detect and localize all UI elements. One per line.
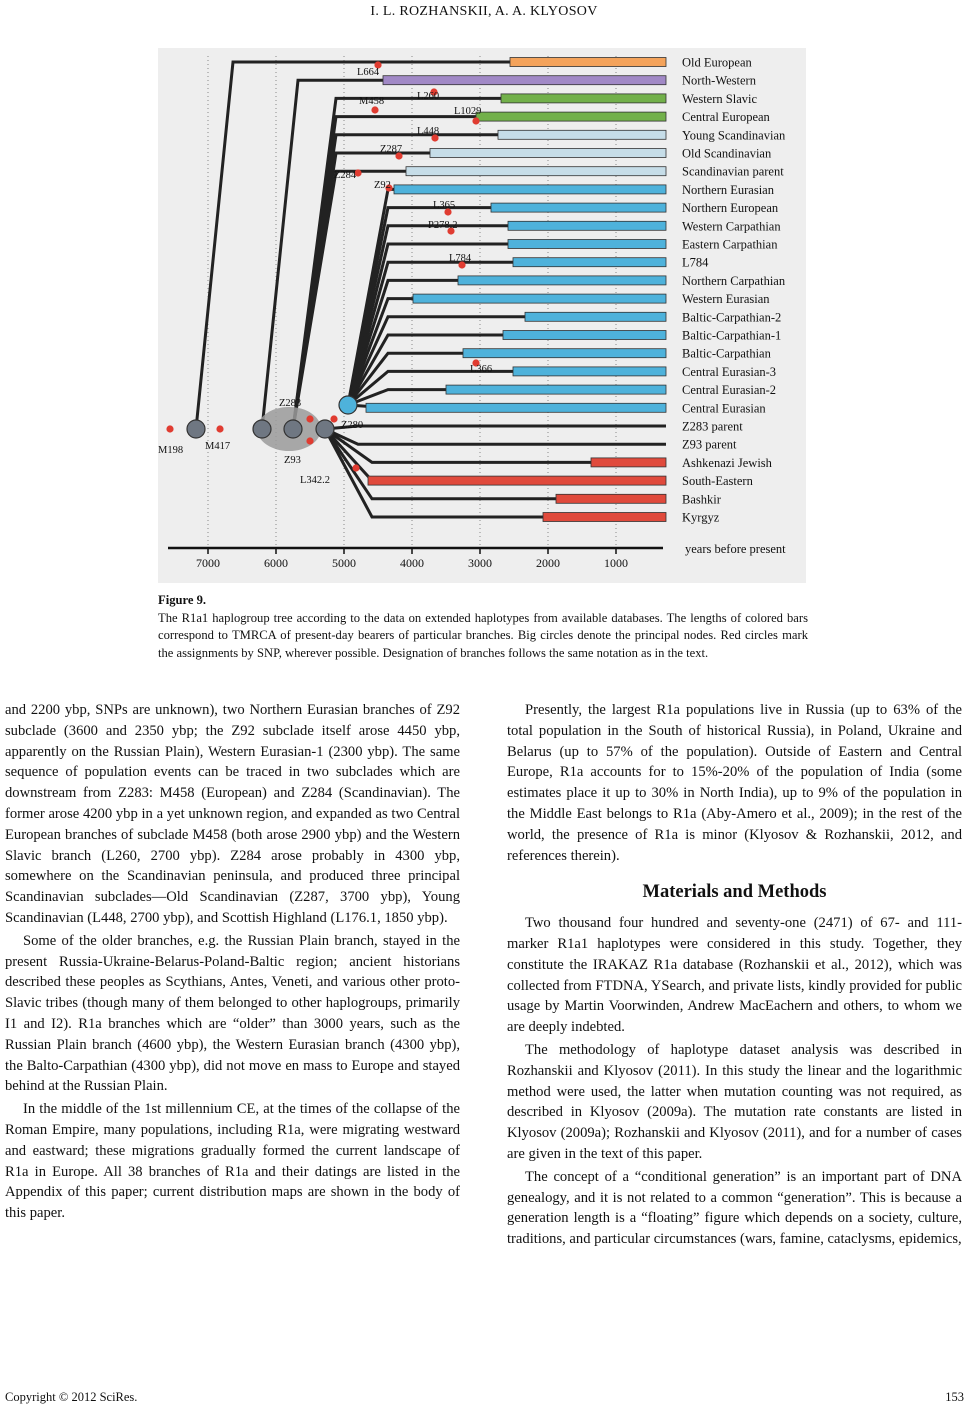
- snp-label-l448: L448: [417, 126, 440, 137]
- label-baltic-carpathian-2: Baltic-Carpathian-2: [682, 310, 782, 325]
- snp-marker-l1029: [472, 117, 479, 124]
- bar-western-carpathian: [508, 221, 666, 230]
- snp-label-l365: L365: [433, 200, 456, 211]
- bar-central-eurasian-2: [446, 385, 666, 394]
- snp-marker-z283: [306, 415, 313, 422]
- bar-western-slavic: [501, 94, 666, 103]
- axis-title: years before present: [685, 542, 786, 556]
- tick-label-4000: 4000: [400, 556, 424, 570]
- tick-label-2000: 2000: [536, 556, 560, 570]
- tick-label-3000: 3000: [468, 556, 492, 570]
- label-z93-parent: Z93 parent: [682, 437, 737, 452]
- copyright: Copyright © 2012 SciRes.: [5, 1390, 138, 1404]
- left-paragraph-1: and 2200 ybp, SNPs are unknown), two Northern Eurasian branches of Z92 subclade (3600 and 2350 ybp; the Z92 subclade itself arose 4450 ybp, apparently on the Russian Plain), Western Eurasian-1 (2300 ybp). The same sequence of population events can be traced in two subclades which are downstream from Z283: M458 (European) and Z284 (Scandinavian). The former arose 4200 ybp in a yet unknown region, and expanded as two Central European branches of subclade M458 (both arose 2900 ybp) and the Western Slavic branch (L260, 2700 ybp). Z284 arose probably in 4300 ybp, somewhere on the Scandinavian peninsula, and produced three principal Scandinavian subclades—Old Scandinavian (Z287, 3700 ybp), Young Scandinavian (L448, 2700 ybp), and Scottish Highland (L176.1, 1850 ybp).: [5, 702, 460, 926]
- snp-label-l366: L366: [470, 364, 493, 375]
- snp-marker-z280: [330, 415, 337, 422]
- snp-label-m417: M417: [205, 441, 231, 452]
- right-paragraph-1: Presently, the largest R1a populations live in Russia (up to 63% of the total population in the South of historical Russia), in Poland, Ukraine and Belarus (up to 57% of the population). Outside of Eastern and Central Europe, R1a accounts for to 15%-20% of the population of India (some estimates place it up to 30% in North India), up to 9% of the population in the Middle East belongs to R1a (Aby-Amero et al., 2009); in the rest of the world, the presence of R1a is minor (Klyosov & Rozhanskii, 2012, and references therein).: [507, 702, 962, 864]
- snp-label-l664: L664: [357, 67, 380, 78]
- bar-l784: [513, 258, 666, 267]
- snp-label-l1029: L1029: [454, 106, 482, 117]
- bar-northern-carpathian: [458, 276, 666, 285]
- snp-label-l342-2: L342.2: [300, 475, 331, 486]
- snp-label-z92: Z92: [374, 180, 391, 191]
- label-western-carpathian: Western Carpathian: [682, 219, 781, 234]
- left-column: [5, 700, 460, 1224]
- snp-marker-l342-2: [352, 464, 359, 471]
- label-central-eurasian-3: Central Eurasian-3: [682, 364, 777, 379]
- label-l784: L784: [682, 255, 709, 270]
- figure-caption: [158, 592, 808, 662]
- m198-node: [187, 420, 205, 438]
- right-paragraph-3: The methodology of haplotype dataset analysis was described in Rozhanskii and Klyosov (2011). In this study the linear and the logarithmic method were used, the latter when mutation counting was not required, as described in Klyosov (2009a). The mutation rate constants are listed in Klyosov (2009a); Rozhanskii and Klyosov (2011), and for a number of cases are given in the text of this paper.: [507, 1041, 962, 1162]
- snp-marker-m198: [166, 425, 173, 432]
- right-paragraph-2: Two thousand four hundred and seventy-one (2471) of 67- and 111-marker R1a1 haplotypes were considered in this study. Together, they constitute the IRAKAZ R1a database (Rozhanskii et al., 2012), which was collected from FTDNA, YSearch, and private lists, kindly provided for public usage by Martin Voorwinden, Andrew MacEachern and others, to whom we are deeply indebted.: [507, 915, 962, 1036]
- bar-eastern-carpathian: [508, 240, 666, 249]
- tick-label-6000: 6000: [264, 556, 288, 570]
- z280-node: [339, 396, 357, 414]
- caption-text: The R1a1 haplogroup tree according to the data on extended haplotypes from available databases. The lengths of colored bars correspond to TMRCA of present-day bearers of particular branches. Big circles denote the principal nodes. Red circles mark the assignments by SNP, wherever possible. Designation of branches follows the same notation as in the text.: [158, 610, 808, 660]
- bar-central-eurasian-3: [513, 367, 666, 376]
- label-baltic-carpathian: Baltic-Carpathian: [682, 346, 771, 361]
- snp-label-m458: M458: [359, 96, 385, 107]
- label-kyrgyz: Kyrgyz: [682, 510, 720, 525]
- snp-label-l260: L260: [417, 91, 440, 102]
- tick-label-5000: 5000: [332, 556, 356, 570]
- tick-label-1000: 1000: [604, 556, 628, 570]
- bar-scandinavian-parent: [406, 167, 666, 176]
- label-baltic-carpathian-1: Baltic-Carpathian-1: [682, 328, 782, 343]
- m417-node: [253, 420, 271, 438]
- haplogroup-tree-figure: [158, 48, 806, 583]
- running-head: I. L. ROZHANSKII, A. A. KLYOSOV: [370, 4, 598, 19]
- bar-baltic-carpathian-1: [503, 331, 666, 340]
- label-north-western: North-Western: [682, 73, 756, 88]
- label-northern-eurasian: Northern Eurasian: [682, 182, 774, 197]
- right-column: [507, 700, 962, 1250]
- snp-label-l784: L784: [449, 253, 472, 264]
- snp-label-p278-2: P278.2: [428, 220, 458, 231]
- snp-label-z280: Z280: [341, 420, 364, 431]
- snp-label-z287: Z287: [380, 144, 403, 155]
- caption-title: Figure 9.: [158, 593, 207, 607]
- label-central-european: Central European: [682, 110, 770, 125]
- bar-old-scandinavian: [430, 149, 666, 158]
- z93-node: [316, 420, 334, 438]
- bar-western-eurasian: [413, 294, 666, 303]
- snp-label-z284: Z284: [334, 170, 357, 181]
- bar-central-european: [476, 112, 666, 121]
- bar-baltic-carpathian-2: [525, 312, 666, 321]
- snp-label-z93: Z93: [284, 455, 301, 466]
- tree-diagram: [158, 48, 806, 583]
- label-z283-parent: Z283 parent: [682, 419, 743, 434]
- snp-marker-m458: [371, 106, 378, 113]
- right-paragraph-4: The concept of a “conditional generation” is an important part of DNA genealogy, and it is not related to a common “generation”. This is because a generation length is a “floating” figure which depends on a society, culture, traditions, and particular circumstances (wars, famine, cataclysms, epidemics,: [507, 1168, 962, 1248]
- label-central-eurasian-2: Central Eurasian-2: [682, 383, 777, 398]
- label-bashkir: Bashkir: [682, 492, 721, 507]
- label-old-european: Old European: [682, 55, 752, 70]
- bar-central-eurasian: [366, 403, 666, 412]
- tick-label-7000: 7000: [196, 556, 220, 570]
- label-western-eurasian: Western Eurasian: [682, 292, 770, 307]
- label-south-eastern: South-Eastern: [682, 474, 753, 489]
- bar-northern-european: [491, 203, 666, 212]
- left-paragraph-2: Some of the older branches, e.g. the Russian Plain branch, stayed in the present Russia-Ukraine-Belarus-Poland-Baltic region; ancient historians described these peoples as Scythians, Antes, Veneti, and various other proto-Slavic tribes (though many of them belonged to other haplogroups, primarily I1 and I2). R1a branches which are “older” than 3000 years, such as the Russian Plain branch (4600 ybp), the Western Eurasian branch (4300 ybp), the Balto-Carpathian (4300 ybp), did not move en mass to Europe and stayed behind at the Russian Plain.: [5, 932, 460, 1095]
- z283-node: [284, 420, 302, 438]
- label-central-eurasian: Central Eurasian: [682, 401, 766, 416]
- label-western-slavic: Western Slavic: [682, 91, 758, 106]
- label-scandinavian-parent: Scandinavian parent: [682, 164, 784, 179]
- bar-northern-eurasian: [394, 185, 666, 194]
- label-ashkenazi-jewish: Ashkenazi Jewish: [682, 455, 772, 470]
- label-northern-carpathian: Northern Carpathian: [682, 273, 786, 288]
- bar-ashkenazi-jewish: [591, 458, 666, 467]
- left-paragraph-3: In the middle of the 1st millennium CE, at the times of the collapse of the Roman Empire, many populations, including R1a, were migrating westward and eastward; these migrations gradually formed the current landscape of R1a in Europe. All 38 branches of R1a and their datings are listed in the Appendix of this paper; current distribution maps are shown in the body of this paper.: [5, 1101, 460, 1222]
- label-old-scandinavian: Old Scandinavian: [682, 146, 772, 161]
- page-number: 153: [945, 1390, 964, 1404]
- snp-marker-z93: [306, 437, 313, 444]
- label-northern-european: Northern European: [682, 201, 779, 216]
- section-title: Materials and Methods: [642, 882, 827, 903]
- snp-label-z283: Z283: [279, 398, 302, 409]
- bar-kyrgyz: [543, 513, 666, 522]
- bar-north-western: [383, 76, 666, 85]
- label-young-scandinavian: Young Scandinavian: [682, 128, 786, 143]
- bar-young-scandinavian: [498, 130, 666, 139]
- bar-baltic-carpathian: [463, 349, 666, 358]
- bar-old-european: [510, 58, 666, 67]
- snp-marker-m417: [216, 425, 223, 432]
- bar-bashkir: [556, 494, 666, 503]
- snp-label-m198: M198: [158, 445, 184, 456]
- bar-south-eastern: [368, 476, 666, 485]
- label-eastern-carpathian: Eastern Carpathian: [682, 237, 778, 252]
